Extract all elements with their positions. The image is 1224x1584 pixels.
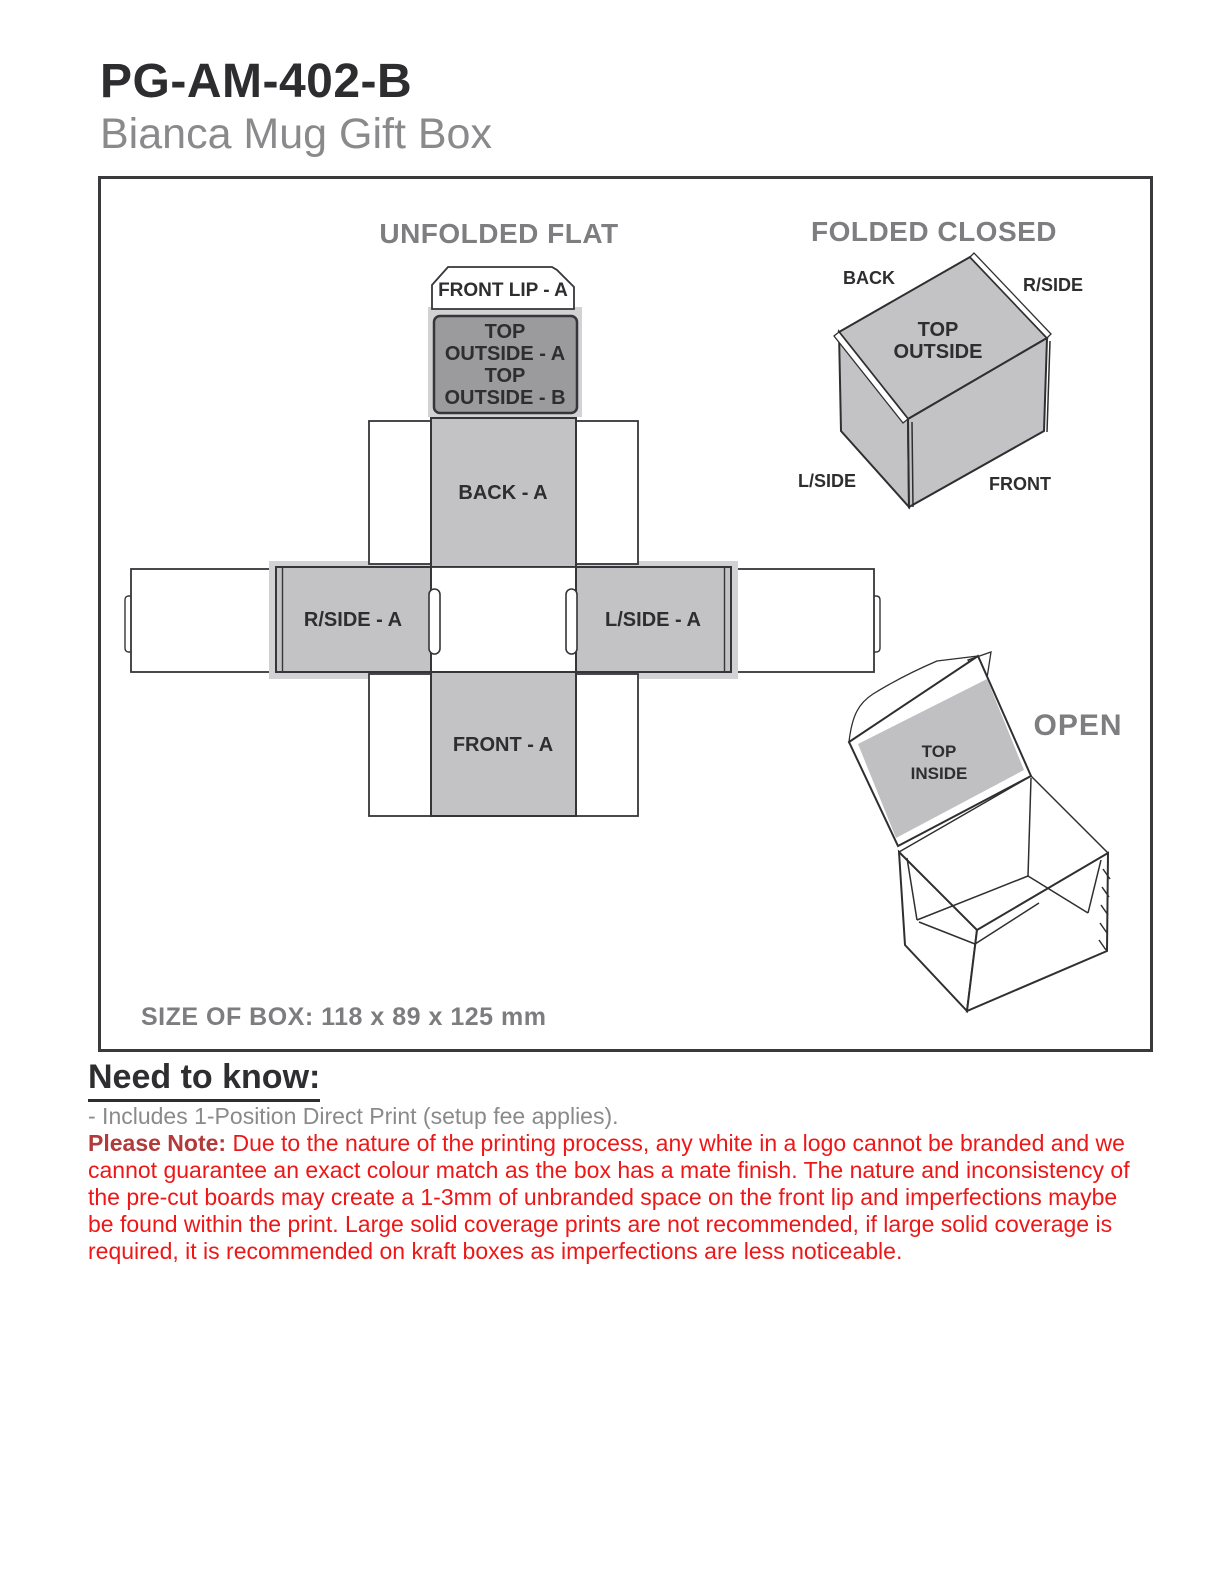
rside-panel-label: R/SIDE - A <box>303 609 403 631</box>
right-tab <box>874 596 880 652</box>
please-note-label: Please Note: <box>88 1130 227 1156</box>
bottom-panel <box>431 567 576 672</box>
front-right-flap <box>576 674 638 816</box>
dieline-diagram <box>101 179 1150 1049</box>
top-outside-line-2: OUTSIDE - A <box>444 343 566 365</box>
folded-lside-label: L/SIDE <box>797 471 857 491</box>
includes-line: - Includes 1-Position Direct Print (setup fee applies). <box>88 1103 619 1129</box>
folded-corner-edge <box>912 422 913 507</box>
size-of-box-label: SIZE OF BOX: 118 x 89 x 125 mm <box>141 1003 547 1031</box>
folded-front-label: FRONT <box>989 474 1051 494</box>
lside-panel-label: L/SIDE - A <box>605 609 701 631</box>
page-title: PG-AM-402-B <box>100 55 413 108</box>
folded-closed-heading: FOLDED CLOSED <box>810 216 1058 247</box>
top-inside-line-2: INSIDE <box>910 764 968 783</box>
top-outside-line-1: TOP <box>484 321 526 343</box>
folded-closed-box <box>798 253 1083 507</box>
right-slot <box>566 589 577 654</box>
right-end-flap <box>731 569 874 672</box>
folded-top-line-1: TOP <box>917 319 959 341</box>
page-subtitle: Bianca Mug Gift Box <box>100 110 492 158</box>
left-end-flap <box>131 569 276 672</box>
please-note-body: Due to the nature of the printing process, any white in a logo cannot be branded and we cannot guarantee an exact colour match as the box has a mate finish. The nature and inconsistency of the pre-cut boards may create a 1-3mm of unbranded space on the front lip and imperfections maybe be found within the print. Large solid coverage prints are not recommended, if large solid coverage is required, it is recommended on kraft boxes as imperfections are less noticeable. <box>88 1130 1130 1264</box>
back-right-flap <box>576 421 638 564</box>
diagram-panel <box>98 176 1153 1052</box>
open-front-right-face <box>967 853 1108 1011</box>
need-to-know-heading: Need to know: <box>88 1058 320 1102</box>
front-left-flap <box>369 674 431 816</box>
please-note-paragraph <box>88 1130 1140 1265</box>
folded-rside-label: R/SIDE <box>1022 275 1084 295</box>
folded-back-label: BACK <box>843 268 895 288</box>
front-panel-label: FRONT - A <box>452 734 554 756</box>
folded-top-line-2: OUTSIDE <box>893 341 983 363</box>
left-slot <box>429 589 440 654</box>
back-left-flap <box>369 421 431 564</box>
top-inside-line-1: TOP <box>921 742 957 761</box>
open-box <box>849 652 1123 1011</box>
front-lip-label: FRONT LIP - A <box>438 280 568 301</box>
unfolded-flat-heading: UNFOLDED FLAT <box>379 218 619 249</box>
top-outside-line-4: OUTSIDE - B <box>444 387 566 409</box>
open-heading: OPEN <box>1033 709 1123 742</box>
open-front-left-face <box>899 852 977 1011</box>
top-outside-line-3: TOP <box>484 365 526 387</box>
back-panel-label: BACK - A <box>458 482 548 504</box>
unfolded-dieline <box>125 267 880 816</box>
